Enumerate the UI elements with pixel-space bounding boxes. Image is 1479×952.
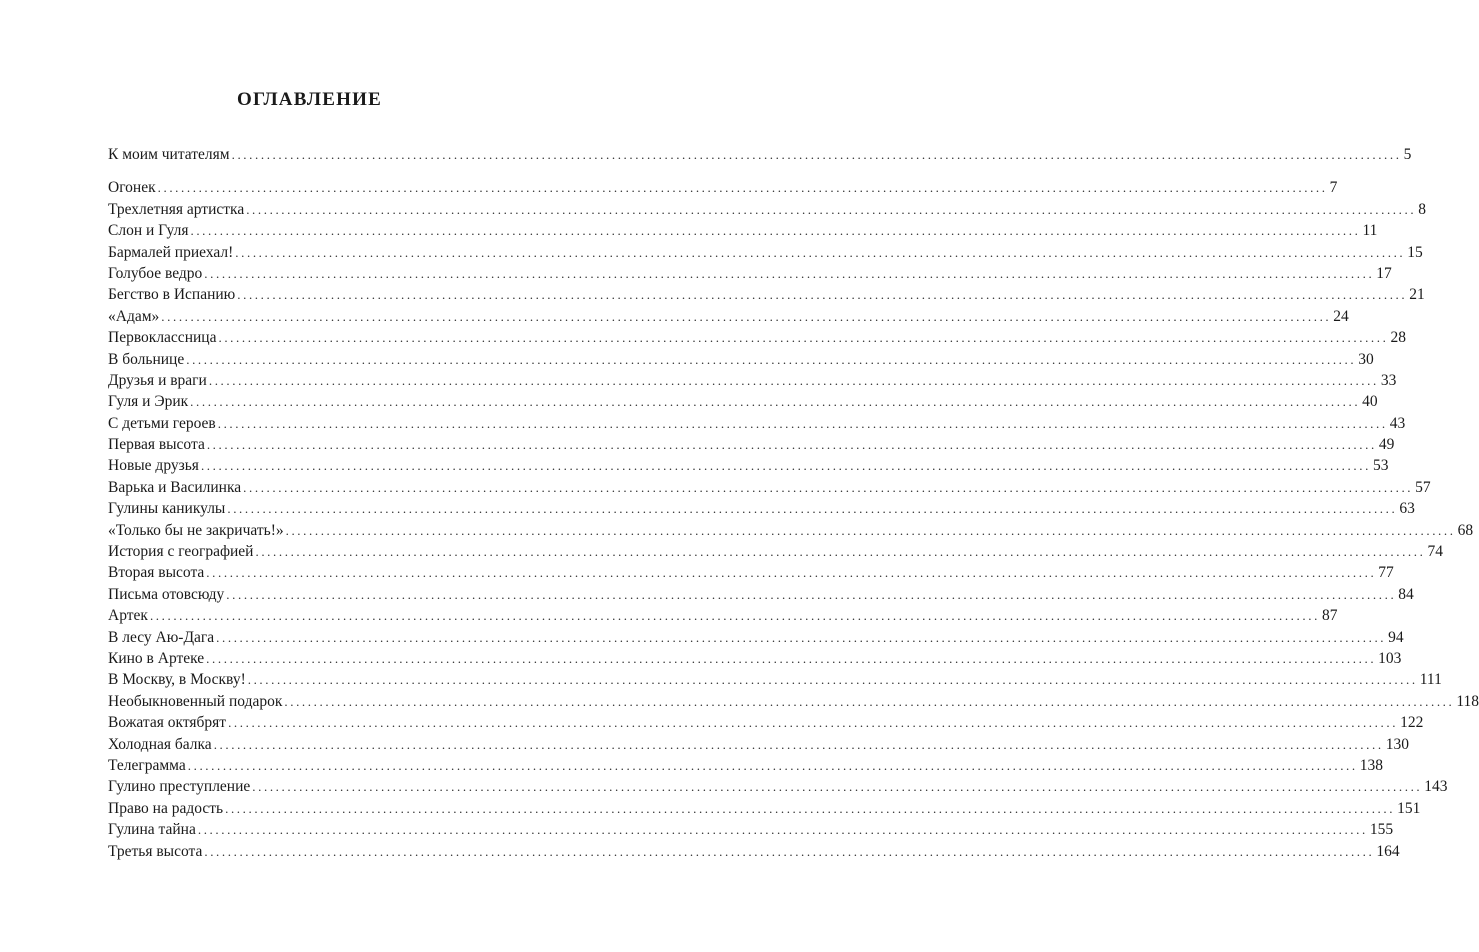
dot-leader: ........................................................................................................................................................................................................	[225, 800, 1396, 816]
table-of-contents	[108, 144, 1479, 862]
toc-entry-title: Первая высота	[108, 436, 205, 454]
toc-entry-page-number: 24	[1333, 307, 1349, 325]
toc-entry-page-number: 130	[1385, 735, 1409, 753]
dot-leader: ........................................................................................................................................................................................................	[218, 330, 1389, 346]
toc-entry	[108, 391, 1378, 412]
toc-entry-title: Гулино преступление	[108, 778, 251, 796]
toc-entry	[108, 349, 1374, 370]
toc-entry	[108, 541, 1443, 562]
toc-entry	[108, 199, 1426, 220]
toc-entry	[108, 691, 1479, 712]
dot-leader: ........................................................................................................................................................................................................	[204, 843, 1375, 859]
toc-entry-page-number: 43	[1389, 414, 1406, 432]
toc-entry-page-number: 74	[1427, 543, 1443, 561]
dot-leader: ........................................................................................................................................................................................................	[157, 180, 1328, 196]
dot-leader: ........................................................................................................................................................................................................	[204, 265, 1375, 281]
toc-entry-title: Бегство в Испанию	[108, 286, 236, 304]
dot-leader: ........................................................................................................................................................................................................	[190, 394, 1361, 410]
toc-entry-page-number: 87	[1321, 607, 1338, 625]
toc-entry-title: Телеграмма	[108, 756, 186, 774]
toc-entry-page-number: 111	[1419, 671, 1442, 689]
toc-entry-page-number: 122	[1400, 714, 1424, 732]
toc-entry-title: Третья высота	[108, 842, 203, 860]
toc-entry-title: К моим читателям	[108, 146, 230, 163]
toc-entry	[108, 819, 1394, 840]
toc-entry	[108, 755, 1383, 776]
dot-leader: ........................................................................................................................................................................................................	[227, 501, 1398, 517]
toc-entry	[108, 798, 1421, 819]
dot-leader: ........................................................................................................................................................................................................	[186, 351, 1357, 367]
toc-entry-page-number: 103	[1378, 649, 1402, 667]
dot-leader: ........................................................................................................................................................................................................	[231, 147, 1402, 162]
toc-entry-title: Новые друзья	[108, 457, 199, 475]
dot-leader: ........................................................................................................................................................................................................	[213, 736, 1384, 752]
dot-leader: ........................................................................................................................................................................................................	[200, 458, 1371, 474]
toc-entry	[108, 734, 1409, 755]
toc-entry-title: Вторая высота	[108, 564, 205, 582]
toc-entry-page-number: 84	[1398, 585, 1414, 603]
toc-entry-page-number: 8	[1418, 200, 1426, 218]
toc-entry-page-number: 63	[1399, 500, 1415, 518]
toc-entry-title: Огонек	[108, 179, 156, 197]
toc-entry-title: Письма отовсюду	[108, 585, 225, 603]
toc-entry-page-number: 77	[1378, 564, 1394, 582]
page-title: ОГЛАВЛЕНИЕ	[237, 89, 382, 110]
toc-entry-page-number: 151	[1397, 799, 1421, 817]
toc-entry-title: Бармалей приехал!	[108, 243, 234, 261]
toc-entry	[108, 712, 1424, 733]
dot-leader: ........................................................................................................................................................................................................	[208, 372, 1379, 388]
toc-entry-title: История с географией	[108, 543, 254, 561]
toc-entry-title: Варька и Василинка	[108, 478, 242, 496]
toc-entry-title: Артек	[108, 607, 148, 625]
dot-leader: ........................................................................................................................................................................................................	[216, 629, 1387, 645]
dot-leader: ........................................................................................................................................................................................................	[284, 693, 1455, 709]
toc-entry-page-number: 68	[1457, 521, 1474, 539]
toc-entry-title: Необыкновенный подарок	[108, 692, 283, 710]
toc-entry-page-number: 138	[1359, 756, 1383, 774]
toc-entry-title: Друзья и враги	[108, 371, 207, 389]
toc-entry	[108, 455, 1389, 476]
toc-entry-page-number: 33	[1380, 371, 1397, 389]
toc-entry	[108, 242, 1423, 263]
toc-entry-page-number: 17	[1376, 264, 1392, 282]
toc-entry	[108, 413, 1406, 434]
toc-entry	[108, 498, 1415, 519]
toc-entry-page-number: 15	[1407, 243, 1423, 261]
dot-leader: ........................................................................................................................................................................................................	[187, 757, 1358, 773]
toc-entry-page-number: 94	[1388, 628, 1404, 646]
toc-entry-page-number: 40	[1362, 393, 1378, 411]
toc-entry-title: Право на радость	[108, 799, 224, 817]
dot-leader: ........................................................................................................................................................................................................	[237, 287, 1408, 303]
toc-entry-title: Вожатая октябрят	[108, 714, 227, 732]
toc-entry	[108, 220, 1378, 241]
toc-entry	[108, 648, 1402, 669]
toc-entry-title: В больнице	[108, 350, 185, 368]
toc-entry	[108, 627, 1404, 648]
toc-entry	[108, 841, 1400, 862]
toc-entry-page-number: 57	[1415, 478, 1431, 496]
toc-entry-page-number: 21	[1409, 286, 1425, 304]
toc-entry	[108, 776, 1448, 797]
toc-entry	[108, 144, 1412, 165]
toc-entry-page-number: 155	[1369, 821, 1394, 839]
dot-leader: ........................................................................................................................................................................................................	[190, 223, 1361, 239]
toc-entry	[108, 605, 1338, 626]
dot-leader: ........................................................................................................................................................................................................	[226, 586, 1397, 602]
dot-leader: ........................................................................................................................................................................................................	[228, 715, 1399, 731]
toc-entry-page-number: 53	[1372, 457, 1389, 475]
toc-entry-title: «Адам»	[108, 307, 160, 325]
toc-entry-title: Первоклассница	[108, 329, 217, 347]
toc-entry-page-number: 11	[1362, 222, 1378, 240]
toc-entry-title: Гулины каникулы	[108, 500, 226, 518]
toc-entry	[108, 284, 1425, 305]
toc-entry-page-number: 7	[1329, 179, 1338, 197]
dot-leader: ........................................................................................................................................................................................................	[285, 522, 1456, 538]
dot-leader: ........................................................................................................................................................................................................	[243, 479, 1414, 495]
toc-entry-page-number: 164	[1376, 842, 1400, 860]
toc-entry-page-number: 30	[1358, 350, 1374, 368]
toc-entry-page-number: 118	[1456, 692, 1479, 710]
toc-entry-title: В Москву, в Москву!	[108, 671, 246, 689]
toc-entry	[108, 263, 1392, 284]
dot-leader: ........................................................................................................................................................................................................	[252, 779, 1423, 795]
toc-entry	[108, 520, 1474, 541]
toc-entry-title: Трехлетняя артистка	[108, 200, 245, 218]
toc-entry	[108, 306, 1349, 327]
toc-entry	[108, 477, 1431, 498]
toc-entry-title: Холодная балка	[108, 735, 212, 753]
dot-leader: ........................................................................................................................................................................................................	[206, 565, 1377, 581]
dot-leader: ........................................................................................................................................................................................................	[247, 672, 1418, 688]
dot-leader: ........................................................................................................................................................................................................	[206, 650, 1377, 666]
toc-entry-page-number: 143	[1424, 778, 1448, 796]
dot-leader: ........................................................................................................................................................................................................	[217, 415, 1388, 431]
dot-leader: ........................................................................................................................................................................................................	[255, 544, 1426, 560]
toc-entry-title: Кино в Артеке	[108, 649, 205, 667]
toc-entry-title: С детьми героев	[108, 414, 216, 432]
toc-entry-page-number: 49	[1378, 436, 1395, 454]
dot-leader: ........................................................................................................................................................................................................	[246, 201, 1417, 217]
dot-leader: ........................................................................................................................................................................................................	[149, 608, 1320, 624]
dot-leader: ........................................................................................................................................................................................................	[235, 244, 1406, 260]
toc-entry	[108, 327, 1406, 348]
toc-entry-page-number: 5	[1403, 146, 1412, 163]
dot-leader: ........................................................................................................................................................................................................	[161, 308, 1332, 324]
dot-leader: ........................................................................................................................................................................................................	[197, 822, 1368, 838]
toc-entry-title: Гуля и Эрик	[108, 393, 189, 411]
toc-entry-title: «Только бы не закричать!»	[108, 521, 284, 539]
toc-entry-title: В лесу Аю-Дага	[108, 628, 215, 646]
toc-entry	[108, 177, 1338, 198]
toc-entry	[108, 370, 1397, 391]
toc-entry-title: Гулина тайна	[108, 821, 196, 839]
toc-entry	[108, 562, 1394, 583]
toc-entry-page-number: 28	[1390, 329, 1406, 347]
toc-entry	[108, 669, 1442, 690]
dot-leader: ........................................................................................................................................................................................................	[206, 437, 1377, 453]
toc-entry-title: Голубое ведро	[108, 264, 203, 282]
toc-entry	[108, 584, 1414, 605]
toc-entry-title: Слон и Гуля	[108, 222, 189, 240]
toc-entry	[108, 434, 1395, 455]
